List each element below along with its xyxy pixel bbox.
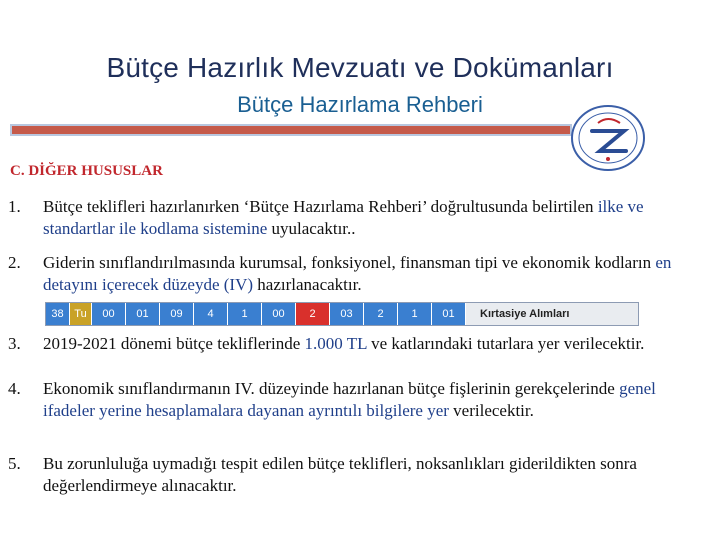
code-cell: 09 (160, 303, 194, 325)
budget-code-strip (45, 302, 639, 326)
header-rule (10, 124, 572, 136)
list-item-number: 5. (8, 454, 21, 473)
code-cell: Tu (70, 303, 92, 325)
code-cell: 00 (92, 303, 126, 325)
university-logo-icon (568, 103, 648, 173)
slide-subtitle: Bütçe Hazırlama Rehberi (237, 92, 483, 117)
code-cell: 01 (126, 303, 160, 325)
list-item-number: 4. (8, 379, 21, 398)
list-item-text: Ekonomik sınıflandırmanın IV. düzeyinde hazırlanan bütçe fişlerinin gerekçelerinde genel ifadeler yerine hesaplamalara dayanan ayrıntılı bilgilere yer verilecektir. (43, 379, 656, 420)
slide-title: Bütçe Hazırlık Mevzuatı ve Dokümanları (106, 52, 614, 83)
code-cell: 38 (46, 303, 70, 325)
list-item-text: Bütçe teklifleri hazırlanırken ‘Bütçe Hazırlama Rehberi’ doğrultusunda belirtilen ilke ve standartlar ile kodlama sistemine uyulacaktır.. (43, 197, 644, 238)
code-cell: 1 (228, 303, 262, 325)
code-cell: 03 (330, 303, 364, 325)
code-cell: 2 (364, 303, 398, 325)
list-item-number: 1. (8, 197, 21, 216)
list-item-text: Giderin sınıflandırılmasında kurumsal, fonksiyonel, finansman tipi ve ekonomik kodların en detayını içerecek düzeyde (IV) hazırlanacaktır. (43, 253, 672, 294)
section-heading: C. DİĞER HUSUSLAR (10, 163, 163, 179)
code-cell: 00 (262, 303, 296, 325)
code-cell: 1 (398, 303, 432, 325)
list-item-text: 2019-2021 dönemi bütçe tekliflerinde 1.000 TL ve katlarındaki tutarlara yer verilecektir. (43, 334, 645, 353)
code-cell: 2 (296, 303, 330, 325)
code-label: Kırtasiye Alımları (466, 303, 638, 325)
list-item-number: 2. (8, 253, 21, 272)
list-item-text: Bu zorunluluğa uymadığı tespit edilen bütçe teklifleri, noksanlıkları giderildikten sonra değerlendirmeye alınacaktır. (43, 454, 637, 495)
code-cell: 01 (432, 303, 466, 325)
code-cell: 4 (194, 303, 228, 325)
list-item-number: 3. (8, 334, 21, 353)
